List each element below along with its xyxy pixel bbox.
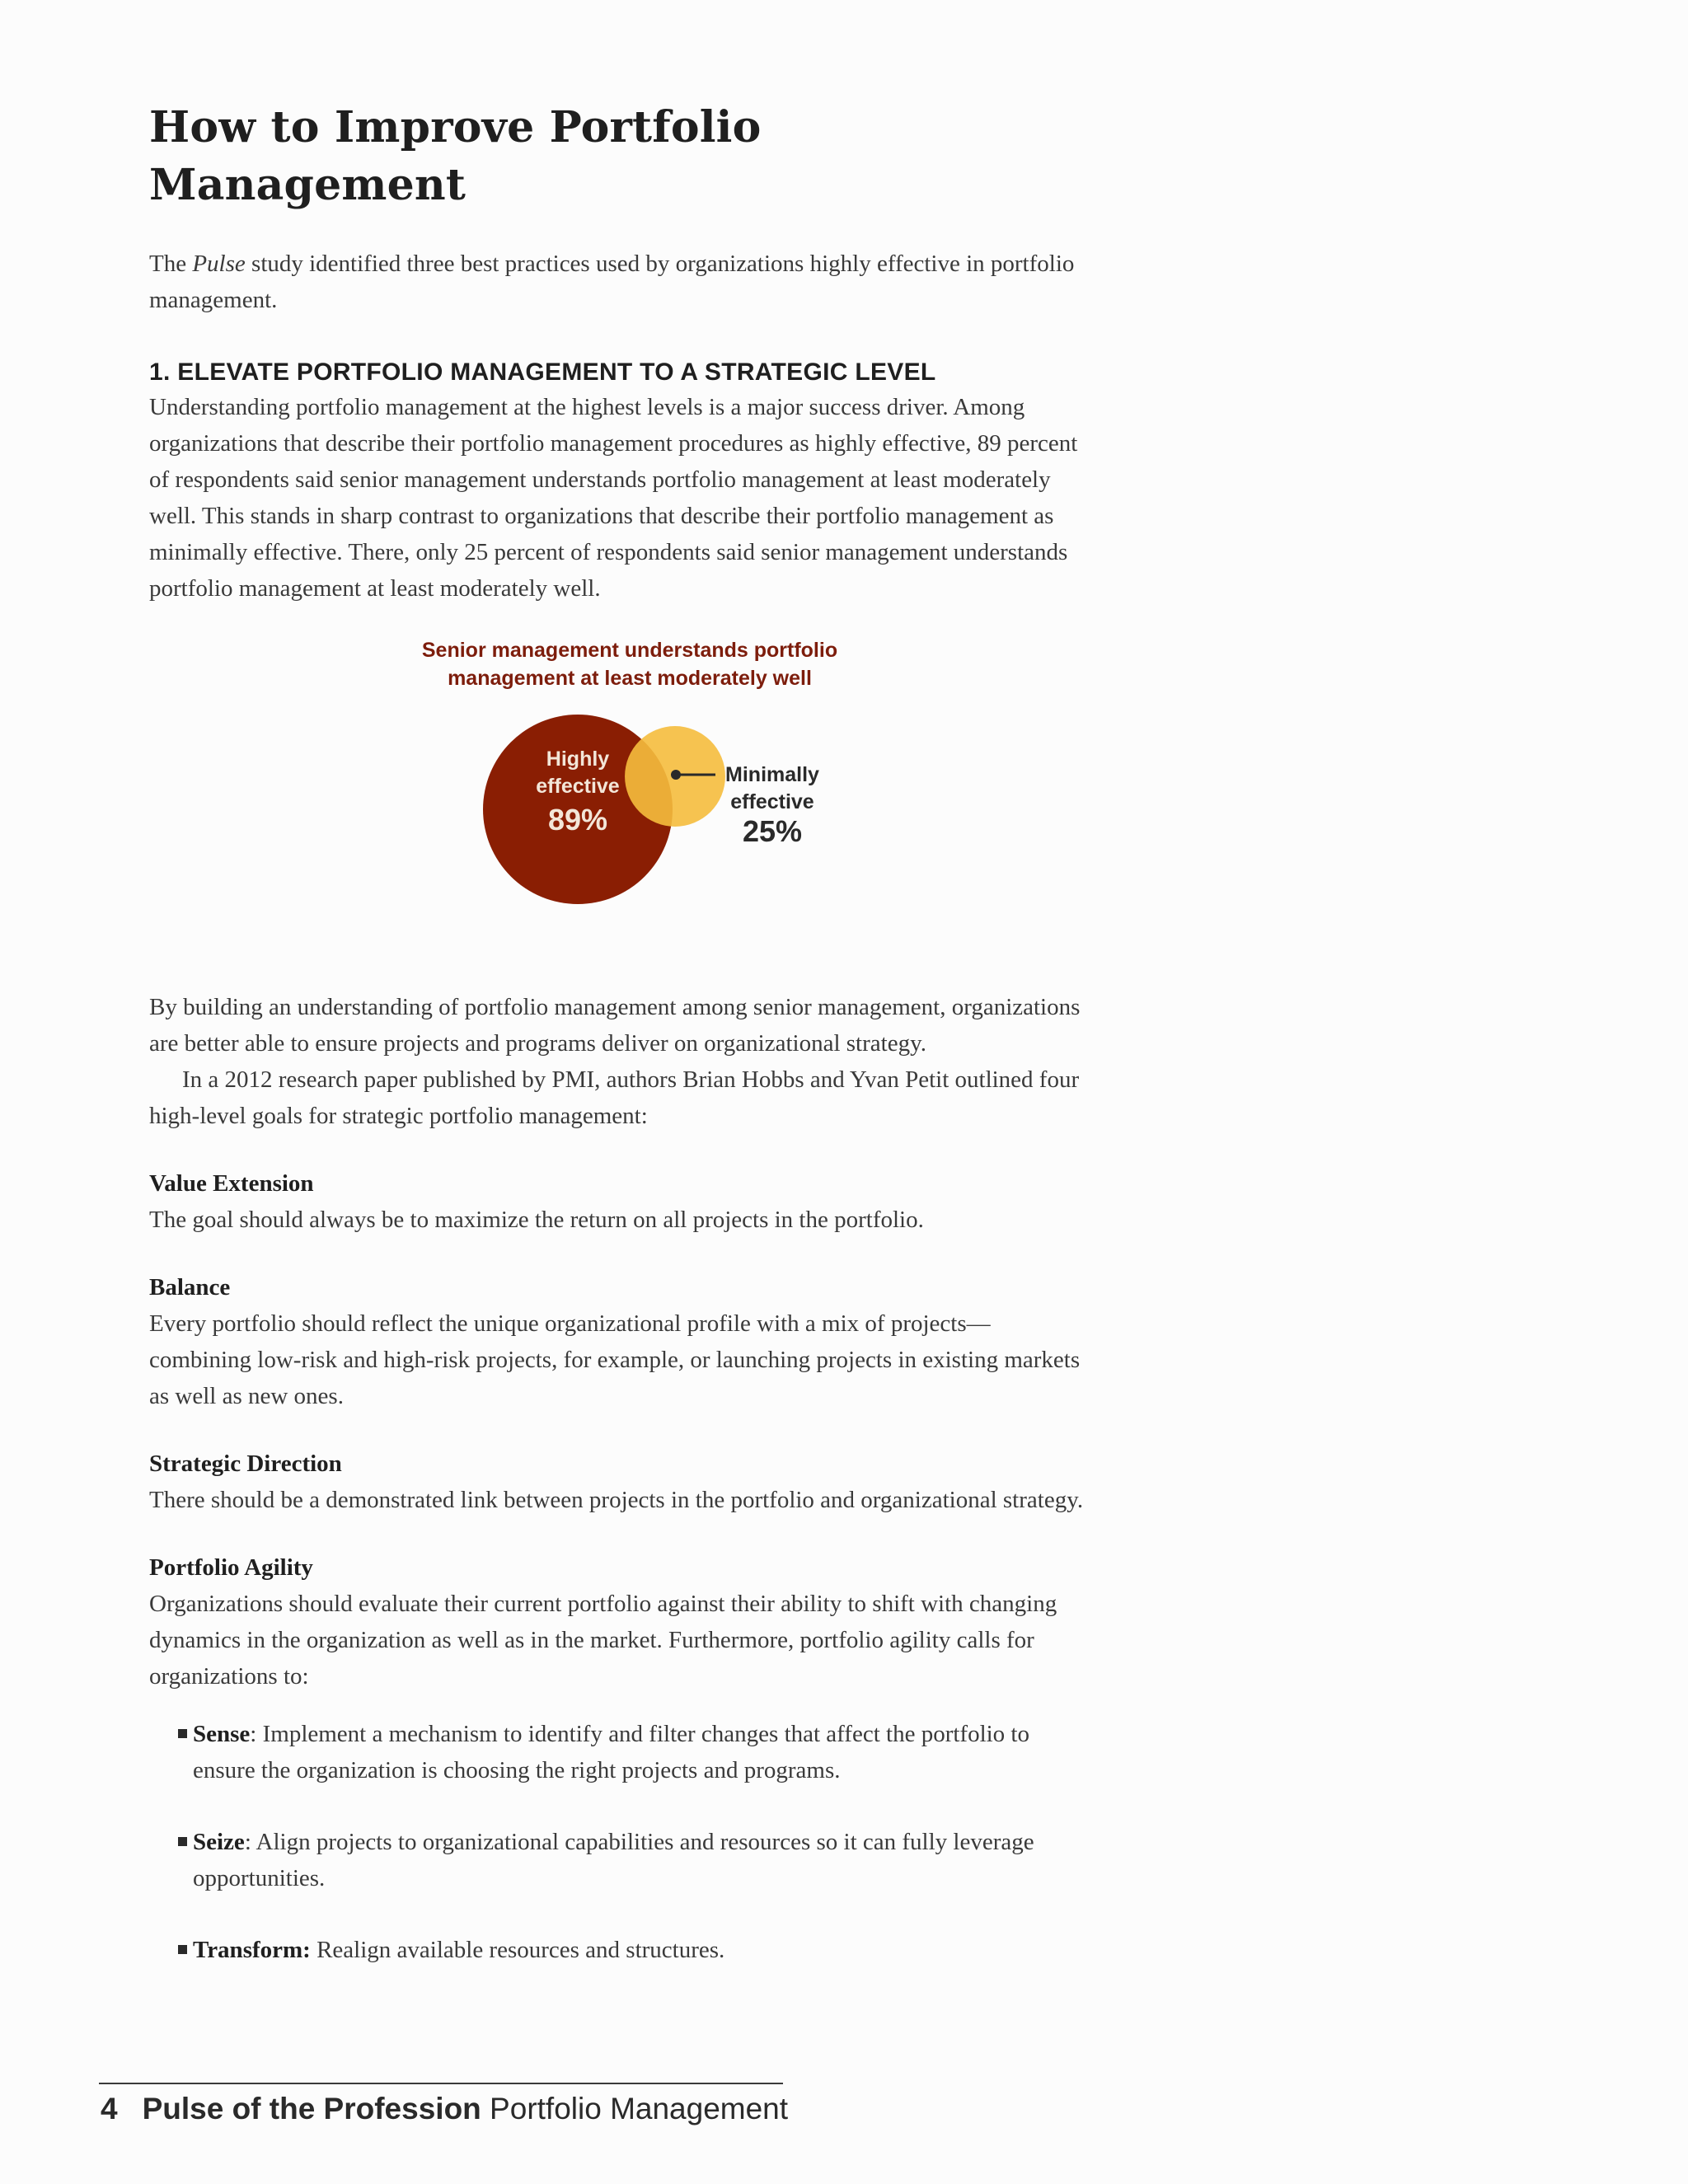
bullet-text: Align projects to organizational capabilities and resources so it can fully leverage opportunities. xyxy=(193,1829,1034,1891)
goal-body-balance: Every portfolio should reflect the unique organizational profile with a mix of projects—combining low-risk and high-risk projects, for example, or launching projects in existing markets as well as new ones. xyxy=(149,1310,1081,1409)
square-bullet-icon xyxy=(178,1729,187,1738)
goal-body-portfolio-agility: Organizations should evaluate their current portfolio against their ability to shift with changing dynamics in the organization as well as in the market. Furthermore, portfolio agility calls for organizations to: xyxy=(149,1591,1057,1690)
bullet-item-sense: Sense: Implement a mechanism to identify and filter changes that affect the portfolio to ensure the organization is choosing the right projects and programs. xyxy=(149,1716,1089,1788)
agility-bullet-list xyxy=(149,1716,1089,1968)
page-number: 4 xyxy=(101,2092,118,2125)
square-bullet-icon xyxy=(178,1945,187,1954)
square-bullet-icon xyxy=(178,1837,187,1846)
bubble-chart xyxy=(149,636,1089,982)
intro-text-end: study identified three best practices used by organizations highly effective in portfolio management. xyxy=(149,251,1075,313)
goal-title-balance: Balance xyxy=(149,1274,231,1301)
paragraph-goals-intro: In a 2012 research paper published by PMI, authors Brian Hobbs and Yvan Petit outlined four high-level goals for strategic portfolio management: xyxy=(149,1066,1080,1129)
page-title: How to Improve Portfolio Management xyxy=(149,102,762,210)
bullet-text: Implement a mechanism to identify and filter changes that affect the portfolio to ensure the organization is choosing the right projects and programs. xyxy=(193,1721,1029,1783)
bullet-term: Transform: xyxy=(193,1937,311,1963)
goal-title-value-extension: Value Extension xyxy=(149,1170,314,1197)
page-footer xyxy=(101,2088,788,2130)
goal-body-value-extension: The goal should always be to maximize the return on all projects in the portfolio. xyxy=(149,1207,924,1233)
intro-text-start: The xyxy=(149,251,193,277)
chart-title-line1: Senior management understands portfolio xyxy=(421,639,838,662)
bullet-term: Sense xyxy=(193,1721,251,1747)
footer-publication: Pulse of the Profession xyxy=(142,2092,481,2125)
intro-italic-pulse: Pulse xyxy=(192,251,246,277)
page-content xyxy=(149,99,1089,2004)
intro-paragraph xyxy=(149,246,1089,318)
bullet-item-transform xyxy=(149,1932,1089,1968)
paragraph-after-chart: By building an understanding of portfolio management among senior management, organizations are better able to ensure projects and programs deliver on organizational strategy. xyxy=(149,994,1081,1057)
footer-subtitle: Portfolio Management xyxy=(481,2092,789,2125)
section-heading: 1. ELEVATE PORTFOLIO MANAGEMENT TO A STRATEGIC LEVEL xyxy=(149,359,936,386)
bullet-item-seize: Seize: Align projects to organizational capabilities and resources so it can fully leverage opportunities. xyxy=(149,1824,1089,1896)
value-label-89: 89% xyxy=(547,803,608,837)
chart-canvas xyxy=(149,636,1089,982)
label-effective: effective xyxy=(536,775,620,798)
goal-title-portfolio-agility: Portfolio Agility xyxy=(149,1554,313,1581)
label-minimally: Minimally xyxy=(725,763,819,786)
goal-body-strategic-direction: There should be a demonstrated link between projects in the portfolio and organizational strategy. xyxy=(149,1487,1084,1513)
chart-title-line2: management at least moderately well xyxy=(448,667,812,690)
section-body: Understanding portfolio management at the highest levels is a major success driver. Among organizations that describe their portfolio management procedures as highly effective, 89 percent of respondents said senior management understands portfolio management at least moderately well. This stands in sharp contrast to organizations that describe their portfolio management as minimally effective. There, only 25 percent of respondents said senior management understands portfolio management at least moderately well. xyxy=(149,394,1078,602)
goal-title-strategic-direction: Strategic Direction xyxy=(149,1451,342,1477)
value-label-25: 25% xyxy=(742,814,803,848)
footer-rule xyxy=(99,2083,783,2084)
label-effective-2: effective xyxy=(730,790,814,813)
bullet-term: Seize xyxy=(193,1829,245,1855)
label-highly: Highly xyxy=(546,748,610,771)
bullet-text: Realign available resources and structures. xyxy=(316,1937,725,1963)
